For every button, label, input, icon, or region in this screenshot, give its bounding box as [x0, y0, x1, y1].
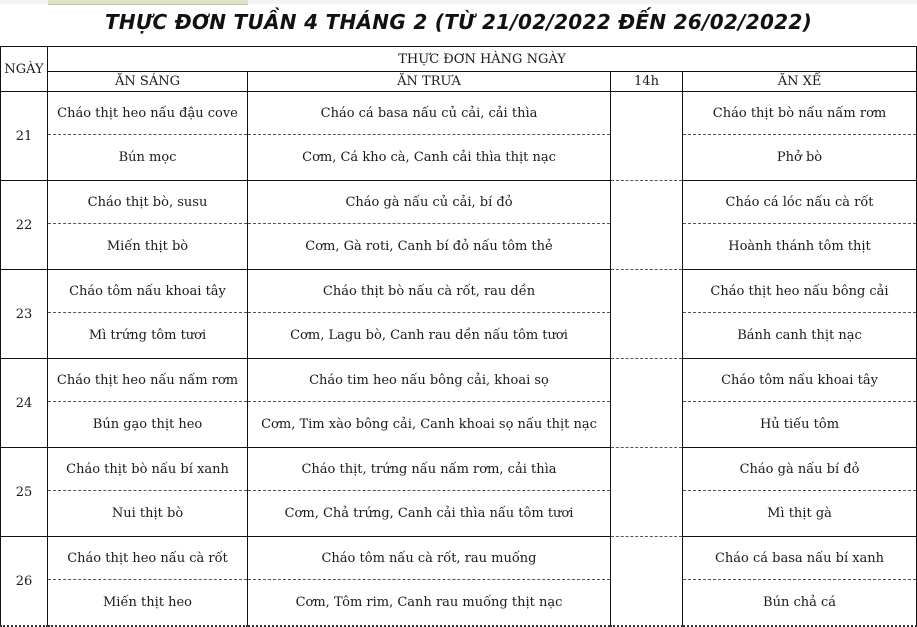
lunch-cell: Cơm, Cá kho cà, Canh cải thìa thịt nạc: [248, 135, 611, 181]
table-row: [1, 359, 917, 402]
day-cell: 25: [1, 448, 48, 537]
breakfast-cell: Bún mọc: [48, 135, 248, 181]
time-14h-cell: [611, 181, 683, 270]
table-row: [1, 402, 917, 448]
day-cell: 21: [1, 92, 48, 181]
table-row: [1, 224, 917, 270]
lunch-cell: Cơm, Chả trứng, Canh cải thìa nấu tôm tươi: [248, 491, 611, 537]
table-row: [1, 270, 917, 313]
time-14h-cell: [611, 448, 683, 537]
time-14h-cell: [611, 537, 683, 627]
table-row: [1, 491, 917, 537]
time-14h-cell: [611, 92, 683, 181]
time-14h-cell: [611, 270, 683, 359]
snack-cell: Cháo thịt bò nấu nấm rơm: [683, 92, 917, 135]
lunch-cell: Cơm, Lagu bò, Canh rau dền nấu tôm tươi: [248, 313, 611, 359]
table-row: [1, 313, 917, 359]
header-snack: ĂN XẾ: [683, 72, 917, 92]
breakfast-cell: Nui thịt bò: [48, 491, 248, 537]
page-title: THỰC ĐƠN TUẦN 4 THÁNG 2 (TỪ 21/02/2022 ĐẾN 26/02/2022): [104, 10, 813, 34]
header-lunch: ĂN TRƯA: [248, 72, 611, 92]
breakfast-cell: Cháo thịt heo nấu đậu cove: [48, 92, 248, 135]
snack-cell: Hủ tiếu tôm: [683, 402, 917, 448]
table-row: [1, 92, 917, 135]
breakfast-cell: Cháo thịt heo nấu cà rốt: [48, 537, 248, 580]
spreadsheet-top-strip: [0, 0, 917, 4]
header-row-2: [1, 72, 917, 92]
day-cell: 22: [1, 181, 48, 270]
breakfast-cell: Bún gạo thịt heo: [48, 402, 248, 448]
day-cell: 26: [1, 537, 48, 627]
lunch-cell: Cháo thịt bò nấu cà rốt, rau dền: [248, 270, 611, 313]
lunch-cell: Cháo thịt, trứng nấu nấm rơm, cải thìa: [248, 448, 611, 491]
header-daily-menu: THỰC ĐƠN HÀNG NGÀY: [48, 47, 917, 72]
table-row: [1, 580, 917, 627]
breakfast-cell: Cháo thịt bò nấu bí xanh: [48, 448, 248, 491]
table-row: [1, 135, 917, 181]
breakfast-cell: Cháo tôm nấu khoai tây: [48, 270, 248, 313]
lunch-cell: Cháo cá basa nấu củ cải, cải thìa: [248, 92, 611, 135]
snack-cell: Hoành thánh tôm thịt: [683, 224, 917, 270]
header-14h: 14h: [611, 72, 683, 92]
breakfast-cell: Cháo thịt heo nấu nấm rơm: [48, 359, 248, 402]
selection-indicator: [48, 0, 248, 5]
snack-cell: Cháo cá lóc nấu cà rốt: [683, 181, 917, 224]
breakfast-cell: Cháo thịt bò, susu: [48, 181, 248, 224]
breakfast-cell: Mì trứng tôm tươi: [48, 313, 248, 359]
table-row: [1, 537, 917, 580]
table-row: [1, 181, 917, 224]
snack-cell: Cháo thịt heo nấu bông cải: [683, 270, 917, 313]
snack-cell: Bún chả cá: [683, 580, 917, 627]
breakfast-cell: Miến thịt heo: [48, 580, 248, 627]
lunch-cell: Cơm, Tôm rim, Canh rau muống thịt nạc: [248, 580, 611, 627]
menu-table: [0, 46, 917, 627]
lunch-cell: Cháo gà nấu củ cải, bí đỏ: [248, 181, 611, 224]
day-cell: 24: [1, 359, 48, 448]
lunch-cell: Cháo tim heo nấu bông cải, khoai sọ: [248, 359, 611, 402]
snack-cell: Cháo tôm nấu khoai tây: [683, 359, 917, 402]
breakfast-cell: Miến thịt bò: [48, 224, 248, 270]
snack-cell: Cháo gà nấu bí đỏ: [683, 448, 917, 491]
snack-cell: Cháo cá basa nấu bí xanh: [683, 537, 917, 580]
day-cell: 23: [1, 270, 48, 359]
header-day: NGÀY: [1, 47, 48, 92]
snack-cell: Bánh canh thịt nạc: [683, 313, 917, 359]
snack-cell: Mì thịt gà: [683, 491, 917, 537]
time-14h-cell: [611, 359, 683, 448]
header-row-1: [1, 47, 917, 72]
header-breakfast: ĂN SÁNG: [48, 72, 248, 92]
lunch-cell: Cơm, Tim xào bông cải, Canh khoai sọ nấu thịt nạc: [248, 402, 611, 448]
table-row: [1, 448, 917, 491]
snack-cell: Phở bò: [683, 135, 917, 181]
lunch-cell: Cháo tôm nấu cà rốt, rau muống: [248, 537, 611, 580]
lunch-cell: Cơm, Gà roti, Canh bí đỏ nấu tôm thẻ: [248, 224, 611, 270]
